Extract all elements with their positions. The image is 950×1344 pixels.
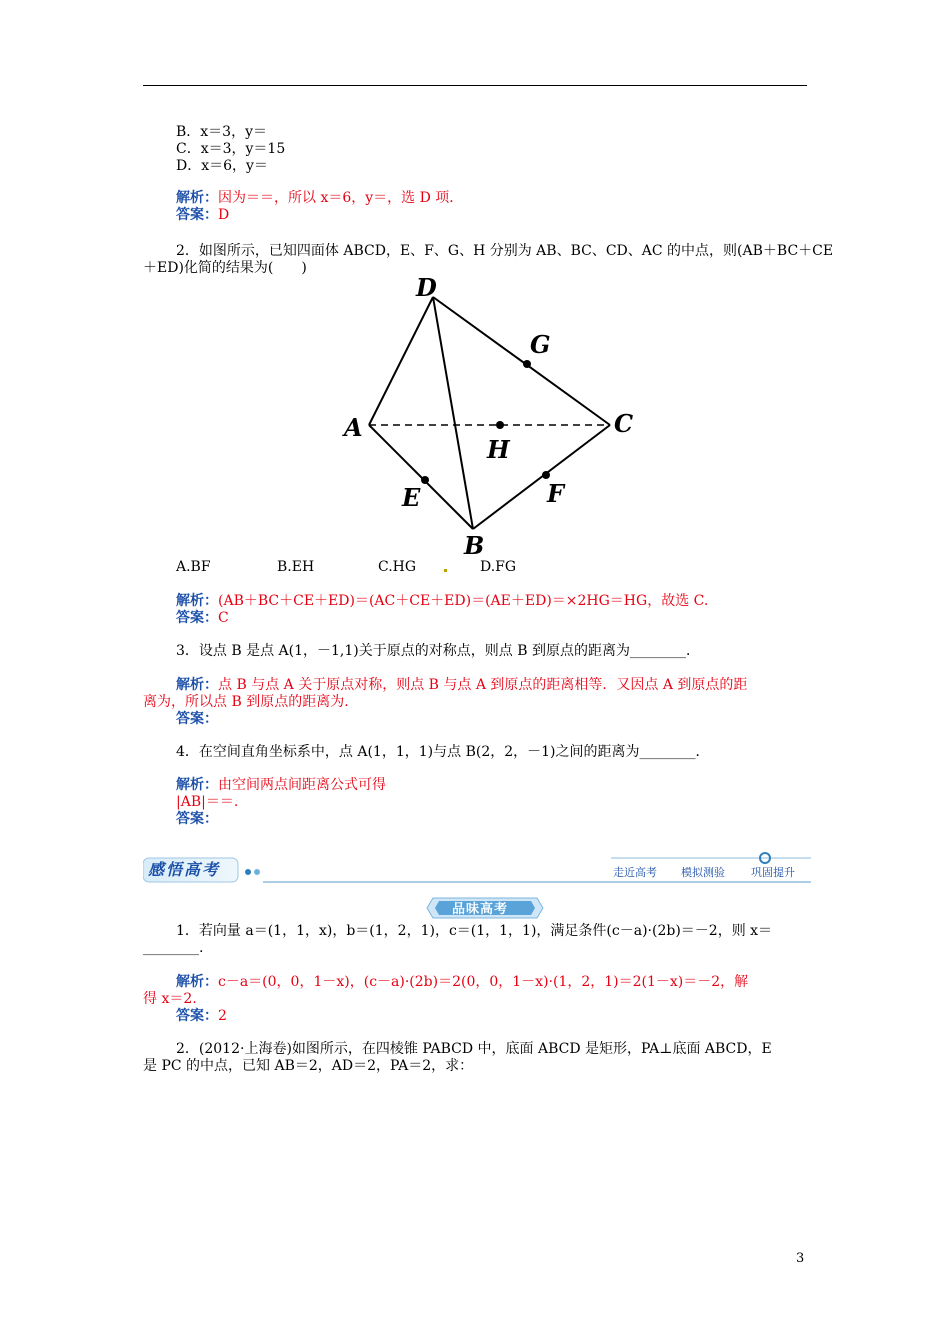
q2-option-b: B.EH — [277, 559, 315, 575]
answer-label: 答案： — [176, 1008, 218, 1024]
q2-stem-line1: 2．如图所示，已知四面体 ABCD，E、F、G、H 分别为 AB、BC、CD、AC 的中点，则(AB＋BC＋CE — [176, 243, 834, 259]
answer-label: 答案： — [176, 711, 218, 727]
q1-option-d: D．x＝6，y＝ — [176, 158, 268, 174]
q1-analysis — [176, 190, 463, 207]
k1-answer — [176, 1008, 227, 1025]
q2-option-d: D.FG — [480, 559, 517, 575]
k1-analysis-line1 — [176, 974, 748, 991]
tetrahedron-figure — [340, 270, 640, 560]
answer-value: 2 — [218, 1008, 227, 1024]
k1-stem-line1: 1．若向量 a＝(1，1，x)，b＝(1，2，1)，c＝(1，1，1)，满足条件(c－a)·(2b)＝－2，则 x＝ — [176, 923, 773, 939]
q4-analysis-line1 — [176, 777, 386, 794]
label-e: E — [402, 483, 421, 512]
q2-answer — [176, 610, 229, 627]
analysis-label: 解析： — [176, 777, 218, 793]
q2-analysis — [176, 593, 708, 610]
label-f: F — [547, 479, 565, 508]
k1-stem-line2: ________. — [143, 940, 204, 956]
banner-item-2: 模拟测验 — [681, 866, 725, 879]
analysis-text: 因为＝＝，所以 x＝6，y＝，选 D 项． — [218, 190, 464, 206]
label-b: B — [464, 531, 485, 560]
answer-value: D — [218, 207, 230, 223]
q2-option-c: C.HG — [378, 559, 417, 575]
banner-title: 感悟高考 — [148, 860, 221, 879]
q1-option-c: C．x＝3，y＝15 — [176, 141, 286, 157]
point-h — [496, 421, 504, 429]
answer-label: 答案： — [176, 610, 218, 626]
banner-dot — [245, 869, 251, 875]
q1-answer — [176, 207, 229, 224]
label-c: C — [614, 409, 634, 438]
k1-analysis-line2: 得 x＝2. — [143, 991, 197, 1007]
q4-stem: 4．在空间直角坐标系中，点 A(1，1，1)与点 B(2，2，－1)之间的距离为________． — [176, 744, 710, 760]
answer-label: 答案： — [176, 811, 218, 827]
answer-label: 答案： — [176, 207, 218, 223]
analysis-label: 解析： — [176, 677, 218, 693]
banner-item-1: 走近高考 — [613, 866, 657, 879]
point-f — [542, 471, 550, 479]
edge-da — [369, 297, 433, 425]
stray-mark — [444, 569, 447, 572]
header-rule — [143, 85, 807, 86]
analysis-text: 点 B 与点 A 关于原点对称，则点 B 与点 A 到原点的距离相等．又因点 A 到原点的距 — [218, 677, 748, 693]
analysis-label: 解析： — [176, 974, 218, 990]
q3-stem: 3．设点 B 是点 A(1，－1,1)关于原点的对称点，则点 B 到原点的距离为________． — [176, 643, 700, 659]
answer-value: C — [218, 610, 229, 626]
banner-item-3: 巩固提升 — [751, 866, 795, 879]
q2-option-a: A.BF — [176, 559, 211, 575]
label-a: A — [344, 413, 363, 442]
k2-stem-line2: 是 PC 的中点，已知 AB＝2，AD＝2，PA＝2，求： — [143, 1058, 474, 1074]
q3-analysis-line1 — [176, 677, 747, 694]
q3-answer — [176, 711, 218, 728]
analysis-label: 解析： — [176, 190, 218, 206]
point-e — [421, 476, 429, 484]
analysis-label: 解析： — [176, 593, 218, 609]
badge-label: 品味高考 — [452, 902, 509, 917]
banner-dot — [254, 869, 260, 875]
label-g: G — [530, 330, 551, 359]
k2-stem-line1: 2．(2012·上海卷)如图所示，在四棱锥 PABCD 中，底面 ABCD 是矩形，PA⊥底面 ABCD，E — [176, 1041, 772, 1057]
page-number: 3 — [796, 1251, 805, 1266]
analysis-text: 由空间两点间距离公式可得 — [218, 777, 386, 793]
label-d: D — [416, 273, 437, 302]
analysis-text: (AB＋BC＋CE＋ED)＝(AC＋CE＋ED)＝(AE＋ED)＝×2HG＝HG，故选 C. — [218, 593, 709, 609]
q4-analysis-line2: |AB|＝＝. — [176, 794, 239, 810]
point-g — [523, 360, 531, 368]
analysis-text: c－a＝(0，0，1－x)，(c－a)·(2b)＝2(0，0，1－x)·(1，2，1)＝2(1－x)＝－2，解 — [218, 974, 749, 990]
label-h: H — [487, 435, 510, 464]
edge-dc — [433, 297, 610, 425]
q2-stem-line2: ＋ED)化简的结果为( ) — [143, 260, 307, 276]
q3-analysis-line2: 离为，所以点 B 到原点的距离为. — [143, 694, 349, 710]
q1-option-b: B．x＝3，y＝ — [176, 124, 267, 140]
q4-answer — [176, 811, 218, 828]
